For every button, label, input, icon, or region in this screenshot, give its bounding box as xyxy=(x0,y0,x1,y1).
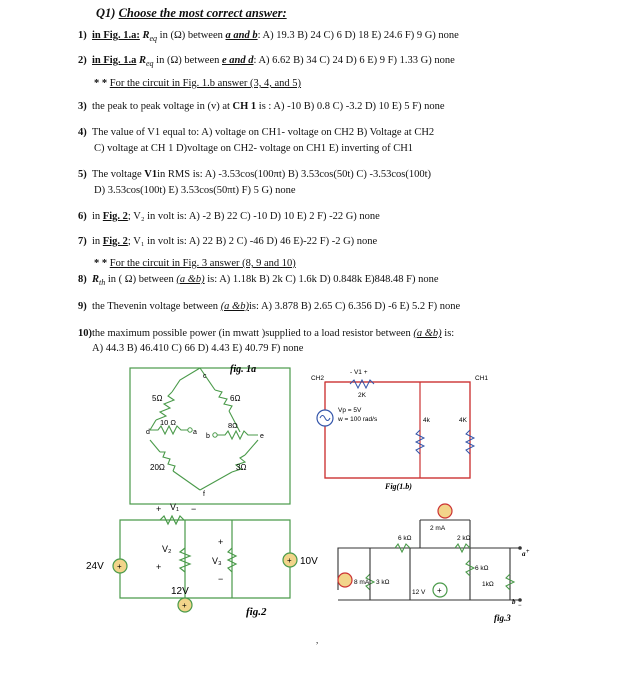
question-4: 4) The value of V1 equal to: A) voltage on CH1- voltage on CH2 B) Voltage at CH2 xyxy=(78,127,435,138)
question-6: 6) in Fig. 2; V₂ in volt is: A) -2 B) 22 C) -10 D) 10 E) 2 F) -22 G) none xyxy=(78,211,380,222)
fig3-node-b: b xyxy=(512,598,516,606)
question-5: 5) The voltage V1in RMS is: A) -3.53cos(100πt) B) 3.53cos(50t) C) -3.53cos(100t) xyxy=(78,169,432,180)
question-8: 8) $R_{th}$ in ( Ω) between (a &b) is: A) 1.18k B) 2k C) 1.6k D) 0.848k E)848.48 F) none xyxy=(78,274,439,288)
fig3-i2-label: 2 mA xyxy=(430,525,446,532)
fig1a-r8-label: 8Ω xyxy=(228,421,238,430)
fig1a-r20-label: 20Ω xyxy=(150,463,165,472)
fig3-r2k-label: 2 kΩ xyxy=(457,535,471,542)
fig3-12v-polarity: + xyxy=(437,586,442,595)
fig2-12v-label: 12V xyxy=(171,586,189,597)
fig3-node-b-minus: − xyxy=(518,603,522,609)
question-4-line2: C) voltage at CH 1 D)voltage on CH2- voltage on CH1 E) inverting of CH1 xyxy=(94,143,414,154)
fig2-v3-plus: + xyxy=(218,537,224,547)
note-fig3: * * For the circuit in Fig. 3 answer (8, 9 and 10) xyxy=(94,258,296,269)
fig2-v3-label: V₃ xyxy=(212,556,222,566)
fig1b-ch2-label: CH2 xyxy=(311,375,325,382)
fig2-24v-polarity: + xyxy=(117,562,122,571)
fig3-r6k2-label: 6 kΩ xyxy=(475,565,489,572)
stray-mark: , xyxy=(316,635,319,645)
fig2-v1-plus: + xyxy=(156,504,162,514)
fig1b-caption: Fig(1.b) xyxy=(385,482,412,491)
fig1a-r3-label: 3Ω xyxy=(236,463,247,472)
question-10-line2: A) 44.3 B) 46.410 C) 66 D) 4.43 E) 40.79 F) none xyxy=(92,343,304,354)
fig3-caption: fig.3 xyxy=(494,613,511,623)
fig2-12v-polarity: + xyxy=(182,601,187,610)
fig3-v12-label: 12 V xyxy=(412,589,426,596)
question-1: 1) in Fig. 1.a: $R_{eq}$ in (Ω) between a and b: A) 19.3 B) 24 C) 6 D) 18 E) 24.6 F) 9 G) none xyxy=(78,30,459,44)
fig2-10v-label: 10V xyxy=(300,556,318,567)
fig1a-node-b: b xyxy=(206,433,210,440)
fig3-r1k-label: 1kΩ xyxy=(482,581,494,588)
fig1a-r10-label: 10 Ω xyxy=(160,418,177,427)
fig2-v2-plus: + xyxy=(156,562,162,572)
question-9: 9) the Thevenin voltage between (a &b)is: A) 3.878 B) 2.65 C) 6.356 D) -6 E) 5.2 F) none xyxy=(78,301,461,312)
fig1b-r4k2-label: 4K xyxy=(459,417,467,424)
fig3-r3k-label: 3 kΩ xyxy=(376,579,390,586)
fig2-v1-label: V₁ xyxy=(170,502,180,512)
fig2-10v-polarity: + xyxy=(287,556,292,565)
question-3: 3) the peak to peak voltage in (v) at CH 1 is : A) -10 B) 0.8 C) -3.2 D) 10 E) 5 F) none xyxy=(78,101,445,112)
fig1a-node-c: c xyxy=(203,373,207,380)
fig1b-source-w: w = 100 rad/s xyxy=(338,416,378,423)
question-10: 10)the maximum possible power (in mwatt )supplied to a load resistor between (a &b) is: xyxy=(78,328,455,339)
fig1b-source-vp: Vp = 5V xyxy=(338,407,362,414)
fig1a-node-e: e xyxy=(260,433,264,440)
question-2: 2) in Fig. 1.a $R_{eq}$ in (Ω) between e and d: A) 6.62 B) 34 C) 24 D) 6 E) 9 F) 1.33 G) none xyxy=(78,55,455,69)
fig3-r6k-label: 6 kΩ xyxy=(398,535,412,542)
fig1a-caption: fig. 1a xyxy=(230,364,257,375)
question-7: 7) in Fig. 2; V₁ in volt is: A) 22 B) 2 C) -46 D) 46 E)-22 F) -2 G) none xyxy=(78,236,378,247)
fig2-v3-minus: − xyxy=(218,574,224,584)
question-5-line2: D) 3.53cos(100t) E) 3.53cos(50πt) F) 5 G) none xyxy=(94,185,296,196)
fig2-v2-label: V₂ xyxy=(162,544,172,554)
fig3-node-a: a xyxy=(522,550,526,558)
fig3-i8-label: 8 mA xyxy=(354,579,370,586)
fig1a-node-d: d xyxy=(146,429,150,436)
fig1b-ch1-label: CH1 xyxy=(475,375,489,382)
fig1a-node-f: f xyxy=(203,491,205,498)
fig1b-r4k-label: 4k xyxy=(423,417,430,424)
fig1a-node-a: a xyxy=(193,429,197,436)
fig3-node-a-plus: + xyxy=(526,549,530,555)
fig2-caption: fig.2 xyxy=(246,606,267,618)
fig2-v1-minus: − xyxy=(191,504,197,514)
fig1a-r6-label: 6Ω xyxy=(230,394,241,403)
fig2-24v-label: 24V xyxy=(86,561,104,572)
fig1a-r5-label: 5Ω xyxy=(152,394,163,403)
question-title: Q1) Choose the most correct answer: xyxy=(96,6,287,20)
fig1b-r2k-label: 2K xyxy=(358,392,366,399)
note-fig1b: * * For the circuit in Fig. 1.b answer (3, 4, and 5) xyxy=(94,78,302,89)
fig1b-v1-label: - V1 + xyxy=(350,369,368,376)
